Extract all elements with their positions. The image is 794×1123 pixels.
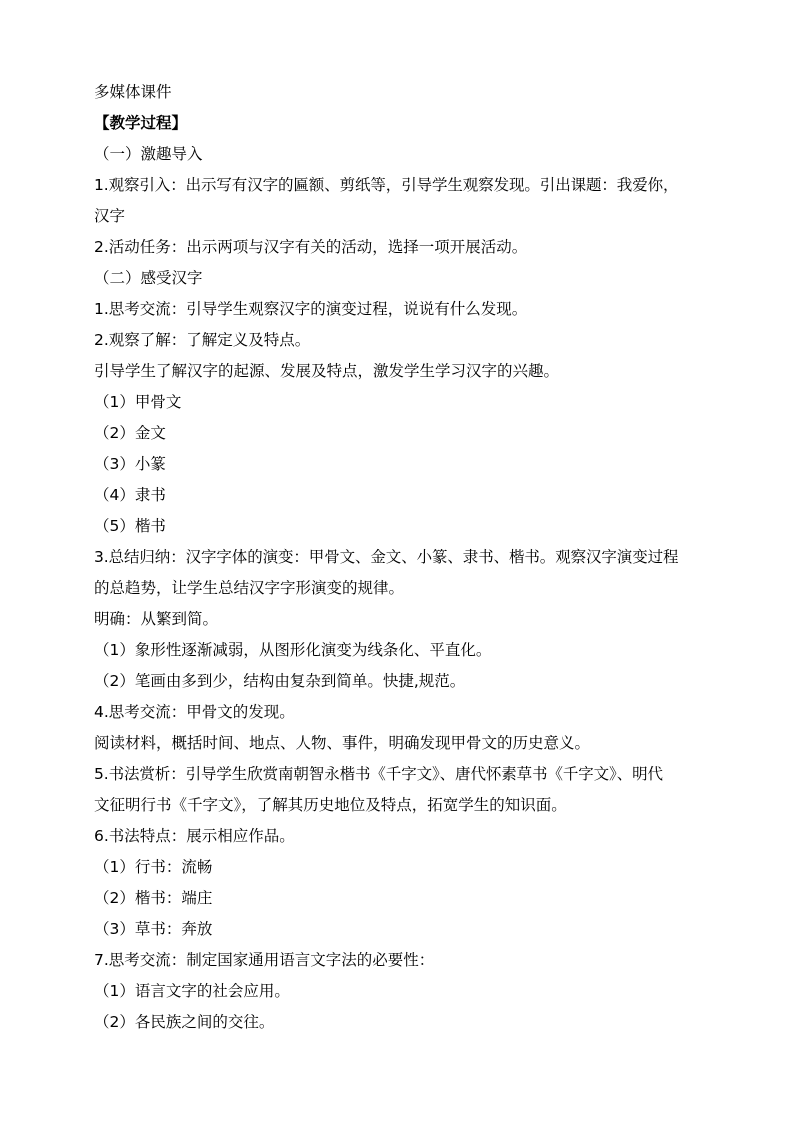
list-item: （2）楷书：端庄	[94, 889, 213, 907]
list-item: （1）行书：流畅	[94, 858, 213, 876]
text-line: 5.书法赏析：引导学生欣赏南朝智永楷书《千字文》、唐代怀素草书《千字文》、明代	[94, 765, 663, 783]
list-item: （3）草书：奔放	[94, 920, 213, 938]
text-line: 文征明行书《千字文》，了解其历史地位及特点，拓宽学生的知识面。	[94, 796, 567, 814]
text-line: 的总趋势，让学生总结汉字字形演变的规律。	[94, 579, 405, 597]
section-heading: 【教学过程】	[94, 114, 188, 132]
text-line: 多媒体课件	[94, 83, 172, 101]
text-line: 2.观察了解：了解定义及特点。	[94, 331, 311, 349]
text-line: 1.观察引入：出示写有汉字的匾额、剪纸等，引导学生观察发现。引出课题：我爱你，	[94, 176, 679, 194]
text-line: 阅读材料，概括时间、地点、人物、事件，明确发现甲骨文的历史意义。	[94, 734, 591, 752]
list-item: （4）隶书	[94, 486, 166, 504]
text-line: 6.书法特点：展示相应作品。	[94, 827, 295, 845]
text-line: 明确：从繁到简。	[94, 610, 219, 628]
subsection-heading: （二）感受汉字	[94, 269, 203, 287]
text-line: 引导学生了解汉字的起源、发展及特点，激发学生学习汉字的兴趣。	[94, 362, 560, 380]
text-line: 3.总结归纳：汉字字体的演变：甲骨文、金文、小篆、隶书、楷书。观察汉字演变过程	[94, 548, 679, 566]
list-item: （3）小篆	[94, 455, 166, 473]
list-item: （1）甲骨文	[94, 393, 182, 411]
list-item: （2）各民族之间的交往。	[94, 1013, 275, 1031]
text-line: 7.思考交流：制定国家通用语言文字法的必要性：	[94, 951, 435, 969]
list-item: （1）语言文字的社会应用。	[94, 982, 290, 1000]
text-line: 4.思考交流：甲骨文的发现。	[94, 703, 295, 721]
list-item: （1）象形性逐渐减弱，从图形化演变为线条化、平直化。	[94, 641, 492, 659]
document-body	[94, 77, 714, 1038]
list-item: （2）金文	[94, 424, 166, 442]
text-line: 1.思考交流：引导学生观察汉字的演变过程，说说有什么发现。	[94, 300, 528, 318]
list-item: （5）楷书	[94, 517, 166, 535]
text-line: 2.活动任务：出示两项与汉字有关的活动，选择一项开展活动。	[94, 238, 528, 256]
text-line: 汉字	[94, 207, 126, 225]
subsection-heading: （一）激趣导入	[94, 145, 203, 163]
list-item: （2）笔画由多到少，结构由复杂到简单。快捷,规范。	[94, 672, 466, 690]
